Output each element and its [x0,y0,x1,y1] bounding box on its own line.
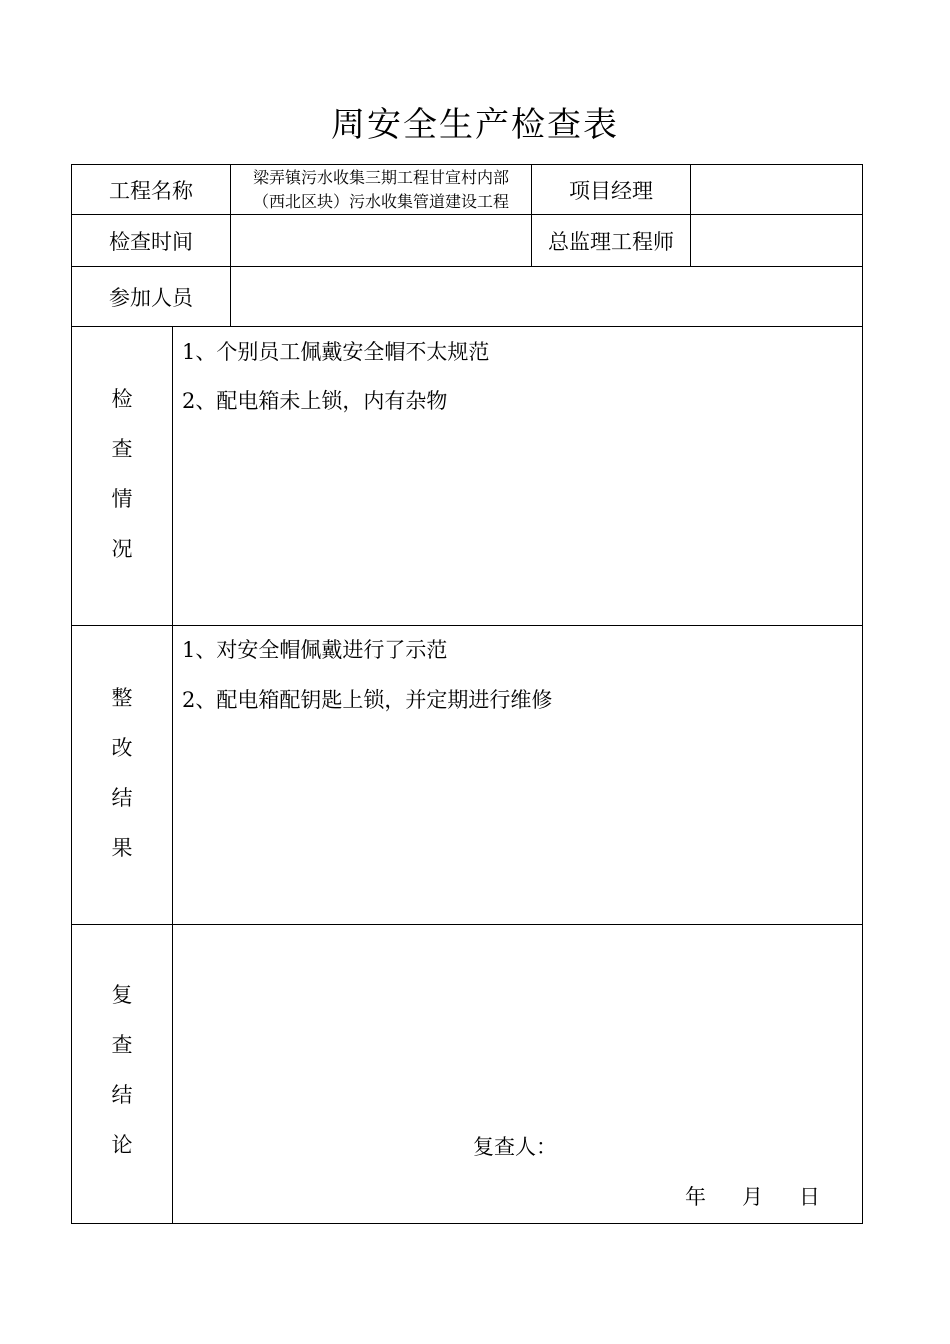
review-date-month: 月 [742,1185,763,1209]
label-char: 查 [111,437,133,461]
row-divider [72,924,862,925]
project-name-line2: （西北区块）污水收集管道建设工程 [252,191,509,211]
chief-supervisor-label: 总监理工程师 [548,229,674,254]
label-char: 检 [111,387,133,411]
chief-supervisor-value[interactable] [691,215,862,266]
row-divider [72,625,862,626]
label-char: 结 [111,1083,133,1107]
review-section-label [72,970,172,1170]
project-name-label: 工程名称 [109,178,193,203]
label-char: 改 [111,736,133,760]
project-name-value [231,165,531,214]
rectification-item: 1、对安全帽佩戴进行了示范 [182,638,448,662]
project-name-line1: 梁弄镇污水收集三期工程甘宣村内部 [252,167,509,187]
project-manager-label: 项目经理 [569,178,653,203]
rectification-section-label [72,673,172,873]
row-divider [72,326,862,327]
label-char: 复 [111,983,133,1007]
rectification-item: 2、配电箱配钥匙上锁，并定期进行维修 [182,688,553,712]
inspection-item: 1、个别员工佩戴安全帽不太规范 [182,340,490,364]
label-char: 情 [111,487,133,511]
label-char: 况 [111,537,133,561]
participants-label: 参加人员 [109,285,193,310]
label-char: 整 [111,686,133,710]
inspection-time-value[interactable] [231,215,531,266]
label-char: 结 [111,786,133,810]
label-char: 查 [111,1033,133,1057]
participants-value[interactable] [231,267,862,326]
inspection-item: 2、配电箱未上锁，内有杂物 [182,389,448,413]
review-date-day: 日 [799,1185,820,1209]
inspection-form-table [71,164,863,1224]
inspection-time-label: 检查时间 [109,229,193,254]
reviewer-label: 复查人： [473,1135,557,1159]
label-char: 果 [111,836,133,860]
inspection-section-label [72,374,172,574]
column-divider [172,326,173,1223]
project-manager-value[interactable] [691,165,862,214]
page-title: 周安全生产检查表 [331,105,619,145]
label-char: 论 [111,1133,133,1157]
review-date-year: 年 [685,1185,706,1209]
